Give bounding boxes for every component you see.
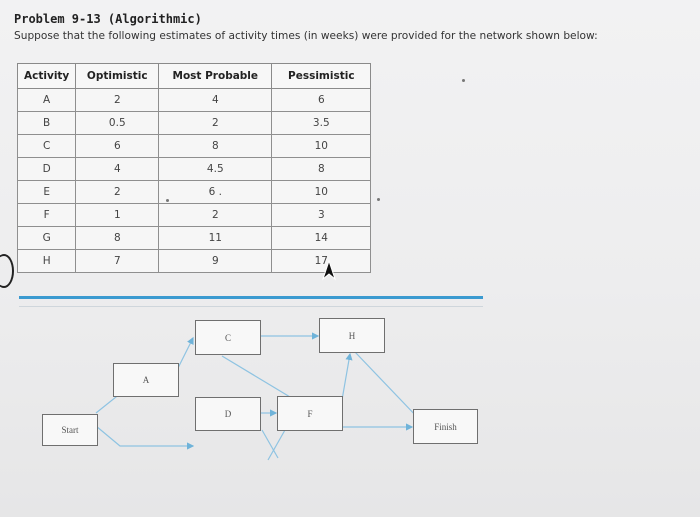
arrow-h-finish [355,352,420,420]
mouse-pointer-icon [321,259,337,281]
stray-dot [166,199,169,202]
arrow-start-d [96,426,193,446]
table-row [18,250,371,273]
node-f: F [277,396,343,431]
project-network-diagram [0,300,700,517]
node-finish: Finish [413,409,478,444]
arrow-a-c [178,338,193,368]
most-probable-cell: 4.5 [159,158,272,181]
pessimistic-cell: 3 [272,204,371,227]
optimistic-cell: 7 [76,250,159,273]
header-activity: Activity [18,64,76,89]
activity-cell: B [18,112,76,135]
optimistic-cell: 0.5 [76,112,159,135]
node-a: A [113,363,179,397]
most-probable-cell: 8 [159,135,272,158]
table-row [18,181,371,204]
table-header-row [18,64,371,89]
stray-dot [462,79,465,82]
optimistic-cell: 8 [76,227,159,250]
table-row [18,227,371,250]
activity-cell: G [18,227,76,250]
activity-cell: D [18,158,76,181]
activity-cell: F [18,204,76,227]
activity-cell: C [18,135,76,158]
arrow-crossing-1 [262,430,278,458]
table-row [18,135,371,158]
optimistic-cell: 2 [76,89,159,112]
pessimistic-cell: 6 [272,89,371,112]
most-probable-cell: 6 . [159,181,272,204]
screen-edge-arc [0,254,14,288]
pessimistic-cell: 10 [272,181,371,204]
most-probable-cell: 9 [159,250,272,273]
node-h: H [319,318,385,353]
activity-cell: H [18,250,76,273]
table-row [18,158,371,181]
node-start: Start [42,414,98,446]
optimistic-cell: 2 [76,181,159,204]
pessimistic-cell: 8 [272,158,371,181]
activity-cell: E [18,181,76,204]
activity-cell: A [18,89,76,112]
activity-times-table [17,63,371,273]
problem-intro: Suppose that the following estimates of activity times (in weeks) were provided for the network shown below: [14,30,598,42]
pessimistic-cell: 10 [272,135,371,158]
header-most-probable: Most Probable [159,64,272,89]
header-pessimistic: Pessimistic [272,64,371,89]
pessimistic-cell: 14 [272,227,371,250]
node-d: D [195,397,261,431]
pessimistic-cell: 3.5 [272,112,371,135]
node-c: C [195,320,261,355]
most-probable-cell: 2 [159,112,272,135]
header-optimistic: Optimistic [76,64,159,89]
stray-dot [377,198,380,201]
table-row [18,112,371,135]
optimistic-cell: 4 [76,158,159,181]
optimistic-cell: 1 [76,204,159,227]
most-probable-cell: 2 [159,204,272,227]
table-row [18,204,371,227]
most-probable-cell: 11 [159,227,272,250]
pessimistic-cell: 17 [272,250,371,273]
problem-title: Problem 9-13 (Algorithmic) [14,12,202,26]
section-divider [19,296,483,299]
most-probable-cell: 4 [159,89,272,112]
table-row [18,89,371,112]
arrow-f-h [342,354,350,400]
optimistic-cell: 6 [76,135,159,158]
